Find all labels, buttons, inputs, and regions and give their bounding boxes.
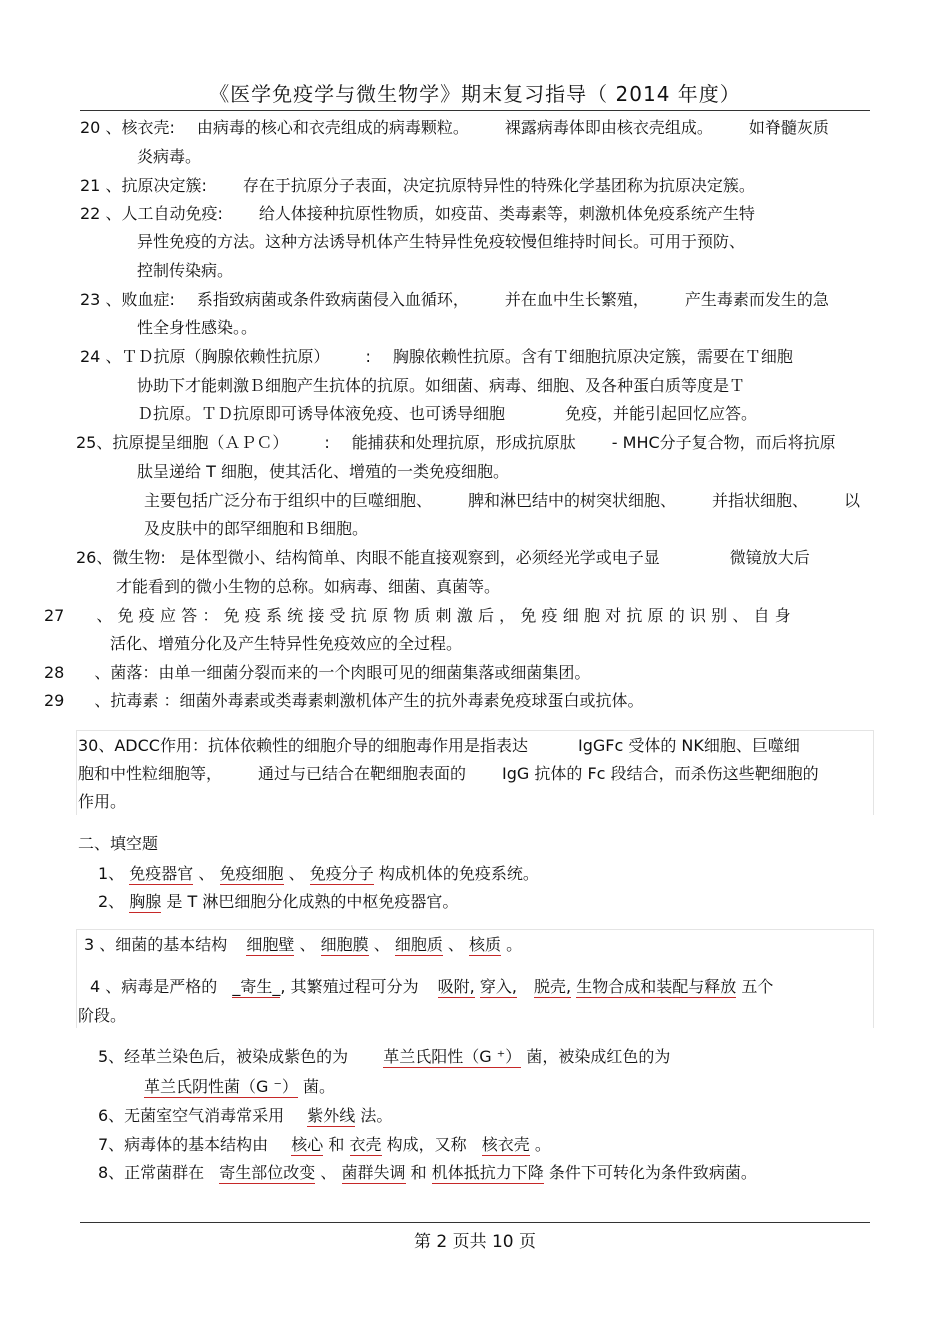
answer-blank: 免疫细胞 [219,864,284,883]
term-label: 29 [44,691,65,710]
page-footer: 第 2 页共 10 页 [413,1232,537,1252]
answer-blank: 免疫分子 [309,864,374,883]
definition-20-cont: 炎病毒。 [137,147,202,166]
definition-22-cont: 异性免疫的方法。这种方法诱导机体产生特异性免疫较慢但维持时间长。可用于预防、 [137,232,746,251]
answer-blank: 免疫器官 [129,864,194,883]
answer-blank: 吸附, [437,977,475,996]
definition-26-cont: 才能看到的微小生物的总称。如病毒、细菌、真菌等。 [116,577,501,596]
definition-25-cont: 肽呈递给 T 细胞，使其活化、增殖的一类免疫细胞。 [137,462,509,481]
definition-28 [44,663,590,683]
answer-blank: 核心 [291,1135,324,1154]
fill-question-2: 2、 胸腺 是 T 淋巴细胞分化成熟的中枢免疫器官。 [98,892,459,911]
definition-21 [80,176,755,196]
definition-27-cont: 活化、增殖分化及产生特异性免疫效应的全过程。 [110,634,463,653]
fill-question-6: 6、无菌室空气消毒常采用 紫外线 法。 [98,1106,393,1125]
definition-text: 并在血中生长繁殖， [504,290,649,309]
definition-text: 系指致病菌或条件致病菌侵入血循环， [196,290,469,309]
term-label: 28 [44,663,65,682]
definition-25-cont: 及皮肤中的郎罕细胞和Ｂ细胞。 [144,519,369,538]
definition-25 [76,433,836,453]
definition-text: 如脊髓灰质 [748,118,829,137]
definition-23 [80,290,829,310]
answer-blank: 机体抵抗力下降 [431,1163,544,1182]
definition-text: 微镜放大后 [729,548,810,567]
fill-question-8: 8、正常菌群在 寄生部位改变 、 菌群失调 和 机体抵抗力下降 条件下可转化为条件致病菌。 [98,1163,757,1182]
footer-rule [80,1222,870,1223]
fill-question-1: 1、 免疫器官 、 免疫细胞 、 免疫分子 构成机体的免疫系统。 [98,864,539,883]
definition-text: 产生毒素而发生的急 [684,290,829,309]
answer-blank: 穿入, [479,977,517,996]
definition-text: 能捕获和处理抗原，形成抗原肽 [351,433,576,452]
definition-text: 、菌落：由单一细菌分裂而来的一个肉眼可见的细菌集落或细菌集团。 [94,663,591,682]
term-label: 20 、核衣壳: [80,118,175,137]
definition-20 [80,118,829,138]
answer-blank: 核衣壳 [481,1135,530,1154]
definition-24 [80,347,793,367]
answer-blank: 菌群失调 [341,1163,406,1182]
answer-blank: 衣壳 [349,1135,382,1154]
fill-question-5: 5、经革兰染色后，被染成紫色的为 革兰氏阳性（G ⁺） 菌，被染成红色的为 [98,1047,671,1066]
answer-blank: 寄生部位改变 [219,1163,316,1182]
definition-30-cont: 作用。 [78,792,127,811]
term-label: 27 [44,606,65,625]
definition-text: 存在于抗原分子表面，决定抗原特异性的特殊化学基团称为抗原决定簇。 [242,176,755,195]
definition-30 [78,736,800,756]
answer-blank: 细胞质 [394,935,443,954]
fill-question-5-cont: 革兰氏阴性菌（G ⁻） 菌。 [144,1077,336,1096]
definition-27 [44,606,796,626]
section-title: 二、填空题 [78,834,159,853]
fill-question-3: 3 、细菌的基本结构 细胞壁 、 细胞膜 、 细胞质 、 核质 。 [84,935,523,954]
answer-blank: 核质 [469,935,502,954]
definition-22 [80,204,755,224]
answer-blank: 胸腺 [129,892,162,911]
definition-26 [76,548,810,568]
answer-blank: 细胞膜 [320,935,369,954]
answer-blank: 紫外线 [307,1106,356,1125]
page-header: 《医学免疫学与微生物学》期末复习指导（ 2014 年度） [209,82,741,106]
term-label: 24 、ＴＤ抗原（胸腺依赖性抗原） [80,347,330,366]
definition-30-cont: 胞和中性粒细胞等， 通过与已结合在靶细胞表面的 IgG 抗体的 Fc 段结合，而杀伤这些靶细胞的 [78,764,819,783]
definition-29 [44,691,643,711]
answer-blank: 革兰氏阴性菌（G ⁻） [144,1077,298,1096]
definition-24-cont: Ｄ抗原。ＴＤ抗原即可诱导体液免疫、也可诱导细胞 免疫，并能引起回忆应答。 [137,404,758,423]
definition-text: 给人体接种抗原性物质，如疫苗、类毒素等，刺激机体免疫系统产生特 [258,204,755,223]
term-label: 22 、人工自动免疫: [80,204,223,223]
definition-23-cont: 性全身性感染。。 [137,318,258,337]
definition-text: 、抗毒素 ：细菌外毒素或类毒素刺激机体产生的抗外毒素免疫球蛋白或抗体。 [94,691,644,710]
fill-question-7: 7、病毒体的基本结构由 核心 和 衣壳 构成，又称 核衣壳 。 [98,1135,551,1154]
definition-24-cont: 协助下才能刺激Ｂ细胞产生抗体的抗原。如细菌、病毒、细胞、及各种蛋白质等度是Ｔ [137,376,746,395]
term-label: 21 、抗原决定簇: [80,176,207,195]
definition-text: 是体型微小、结构简单、肉眼不能直接观察到，必须经光学或电子显 [179,548,660,567]
answer-blank: _寄生_ [232,977,281,996]
definition-text: IgGFc 受体的 NK细胞、巨噬细 [577,736,800,755]
header-rule [80,110,870,111]
definition-text: - MHC分子复合物，而后将抗原 [611,433,836,452]
answer-blank: 细胞壁 [246,935,295,954]
definition-text: 裸露病毒体即由核衣壳组成。 [504,118,713,137]
answer-blank: 生物合成和装配与释放 [576,977,737,996]
definition-text: 胸腺依赖性抗原。含有Ｔ细胞抗原决定簇，需要在Ｔ细胞 [392,347,793,366]
definition-text: : [324,433,330,452]
term-label: 25、抗原提呈细胞（ＡＰＣ） [76,433,289,452]
definition-text: 由病毒的核心和衣壳组成的病毒颗粒。 [196,118,469,137]
fill-question-4-cont: 阶段。 [78,1006,127,1025]
term-label: 23 、败血症: [80,290,175,309]
definition-text: : [365,347,371,366]
definition-25-cont: 主要包括广泛分布于组织中的巨噬细胞、 脾和淋巴结中的树突状细胞、 并指状细胞、 以 [144,491,861,510]
definition-22-cont: 控制传染病。 [137,261,234,280]
answer-blank: 脱壳, [534,977,572,996]
definition-text: 30、ADCC作用：抗体依赖性的细胞介导的细胞毒作用是指表达 [78,736,528,755]
term-label: 26、微生物: [76,548,166,567]
fill-question-4: 4 、病毒是严格的 _寄生_, 其繁殖过程可分为 吸附, 穿入, 脱壳, 生物合成和装配与释放 五个 [90,977,774,996]
definition-text: 、免疫应答：免疫系统接受抗原物质刺激后，免疫细胞对抗原的识别、自身 [96,606,796,625]
answer-blank: 革兰氏阳性（G ⁺） [383,1047,522,1066]
